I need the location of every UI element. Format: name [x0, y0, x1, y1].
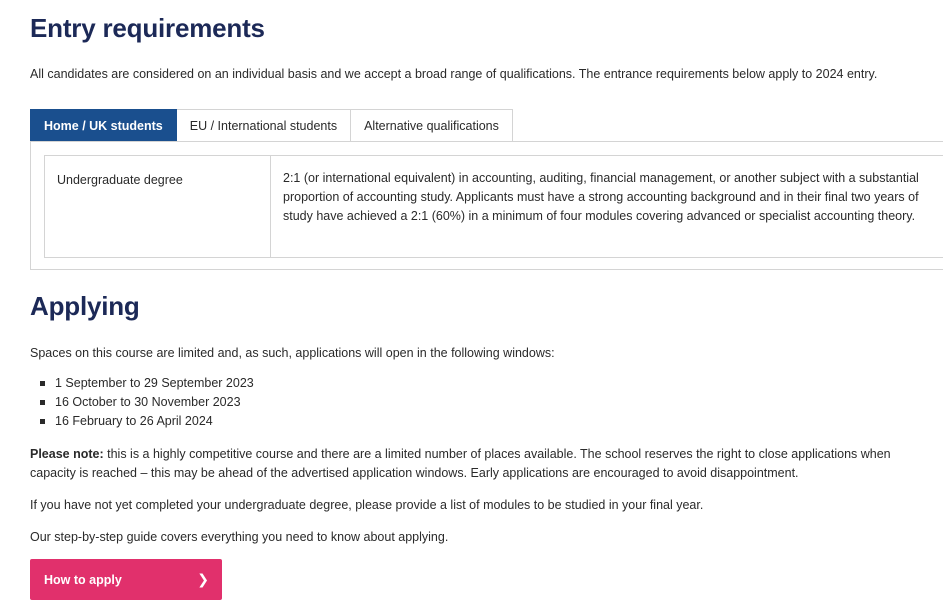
how-to-apply-label: How to apply [44, 572, 122, 587]
entry-intro: All candidates are considered on an individual basis and we accept a broad range of qualifications. The entrance requirements below apply to 2024 entry. [30, 67, 878, 81]
window-text: 1 September to 29 September 2023 [55, 376, 254, 390]
tab-content [30, 141, 943, 270]
tab-alternative-qualifications[interactable]: Alternative qualifications [351, 109, 513, 142]
chevron-right-icon: ❯ [197, 571, 209, 587]
tab-home-uk-students[interactable]: Home / UK students [30, 109, 177, 142]
list-item [30, 393, 254, 412]
note-text: this is a highly competitive course and there are a limited number of places available. The school reserves the right to close applications when capacity is reached – this may be ahead of the advertised application windows. Early applications are encouraged to avoid disappointment. [30, 447, 891, 480]
tab-eu-international-students[interactable]: EU / International students [177, 109, 351, 142]
how-to-apply-button[interactable] [30, 559, 222, 600]
entry-requirements-title: Entry requirements [30, 13, 265, 43]
note-label: Please note: [30, 447, 104, 461]
window-text: 16 February to 26 April 2024 [55, 414, 213, 428]
windows-intro: Spaces on this course are limited and, as such, applications will open in the following windows: [30, 346, 555, 360]
bullet-icon [40, 381, 45, 386]
tab-bar [30, 109, 513, 142]
guide-paragraph: Our step-by-step guide covers everything you need to know about applying. [30, 530, 449, 544]
list-item [30, 412, 254, 431]
please-note-paragraph [30, 445, 925, 483]
window-text: 16 October to 30 November 2023 [55, 395, 241, 409]
requirements-tab-panel [30, 109, 943, 270]
requirement-value: 2:1 (or international equivalent) in accounting, auditing, financial management, or another subject with a substantial proportion of accounting study. Applicants must have a strong accounting background and in their final two years of study have achieved a 2:1 (60%) in a minimum of four modules covering advanced or specialist accounting theory. [283, 171, 919, 223]
requirement-label: Undergraduate degree [45, 156, 271, 257]
requirements-table [44, 155, 943, 258]
bullet-icon [40, 400, 45, 405]
application-windows-list [30, 374, 254, 431]
applying-title: Applying [30, 291, 140, 321]
modules-paragraph: If you have not yet completed your undergraduate degree, please provide a list of modules to be studied in your final year. [30, 498, 704, 512]
list-item [30, 374, 254, 393]
bullet-icon [40, 419, 45, 424]
